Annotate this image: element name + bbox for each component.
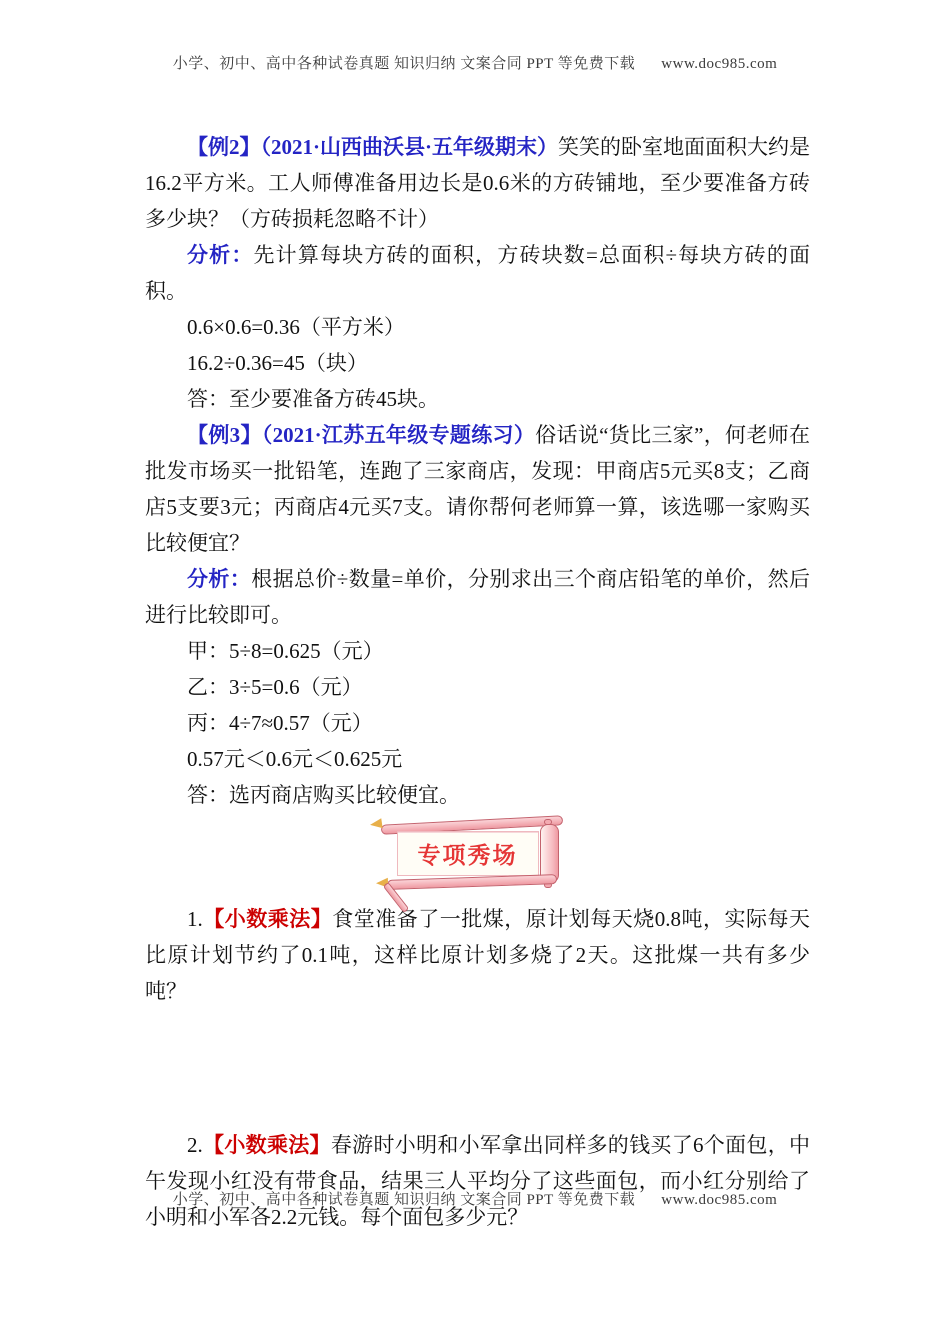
example2-question: 笑笑的卧室地面面积大约是16.2平方米。工人师傅准备用边长是0.6米的方砖铺地，至少要准备方砖多少块？（方砖损耗忽略不计） bbox=[145, 135, 811, 231]
exercise1-paragraph bbox=[145, 901, 810, 1009]
example2-paragraph bbox=[145, 129, 810, 237]
section-banner bbox=[145, 823, 810, 885]
example3-step-2: 乙：3÷5=0.6（元） bbox=[187, 675, 363, 699]
example3-answer: 答：选丙商店购买比较便宜。 bbox=[187, 783, 460, 807]
exercise2-number: 2. bbox=[187, 1133, 203, 1157]
exercise1-tag: 【小数乘法】 bbox=[202, 907, 333, 931]
exercise2-paragraph bbox=[145, 1127, 810, 1235]
answer-workspace bbox=[145, 1009, 810, 1127]
example3-question: 俗话说“货比三家”，何老师在批发市场买一批铅笔，连跑了三家商店，发现：甲商店5元买8支；乙商店5支要3元；丙商店4元买7支。请你帮何老师算一算，该选哪一家购买比较便宜？ bbox=[145, 423, 811, 555]
scroll-paper bbox=[397, 831, 539, 876]
example2-label: 【例2】（2021·山西曲沃县·五年级期末） bbox=[187, 135, 559, 159]
example3-step-1: 甲：5÷8=0.625（元） bbox=[187, 639, 384, 663]
scroll-knob-icon bbox=[544, 819, 552, 825]
exercise1-text: 食堂准备了一批煤，原计划每天烧0.8吨，实际每天比原计划节约了0.1吨，这样比原计划多烧了2天。这批煤一共有多少吨？ bbox=[145, 907, 810, 1003]
footer-url-link[interactable]: www.doc985.com bbox=[661, 1192, 778, 1208]
example2-step-1: 0.6×0.6=0.36（平方米） bbox=[187, 315, 405, 339]
example3-label: 【例3】（2021·江苏五年级专题练习） bbox=[187, 423, 536, 447]
pencil-tip-icon bbox=[369, 818, 382, 830]
page-header bbox=[0, 0, 950, 73]
example3-comparison: 0.57元＜0.6元＜0.625元 bbox=[187, 747, 403, 771]
exercise2-text: 春游时小明和小军拿出同样多的钱买了6个面包，中午发现小红没有带食品，结果三人平均分了这些面包，而小红分别给了小明和小军各2.2元钱。每个面包多少元？ bbox=[145, 1133, 811, 1229]
page-footer bbox=[0, 1188, 950, 1209]
document-body bbox=[0, 73, 950, 1235]
example2-analysis-text: 先计算每块方砖的面积，方砖块数=总面积÷每块方砖的面积。 bbox=[145, 243, 810, 303]
header-url-link[interactable]: www.doc985.com bbox=[661, 56, 778, 72]
example2-analysis bbox=[145, 237, 810, 309]
footer-text: 小学、初中、高中各种试卷真题 知识归纳 文案合同 PPT 等免费下载 bbox=[172, 1192, 636, 1208]
example3-paragraph bbox=[145, 417, 810, 561]
example3-analysis-label: 分析： bbox=[187, 567, 252, 591]
example2-analysis-label: 分析： bbox=[187, 243, 254, 267]
exercise2-tag: 【小数乘法】 bbox=[202, 1133, 331, 1157]
example3-analysis-text: 根据总价÷数量=单价，分别求出三个商店铅笔的单价，然后进行比较即可。 bbox=[145, 567, 810, 627]
exercise1-number: 1. bbox=[187, 907, 203, 931]
scroll-bottom-rod-icon bbox=[386, 874, 556, 890]
example2-answer: 答：至少要准备方砖45块。 bbox=[187, 387, 439, 411]
example3-step-3: 丙：4÷7≈0.57（元） bbox=[187, 711, 373, 735]
scroll-illustration bbox=[397, 823, 559, 885]
example3-analysis bbox=[145, 561, 810, 633]
header-text: 小学、初中、高中各种试卷真题 知识归纳 文案合同 PPT 等免费下载 bbox=[172, 56, 636, 72]
banner-title: 专项秀场 bbox=[417, 842, 518, 868]
example2-step-2: 16.2÷0.36=45（块） bbox=[187, 351, 368, 375]
